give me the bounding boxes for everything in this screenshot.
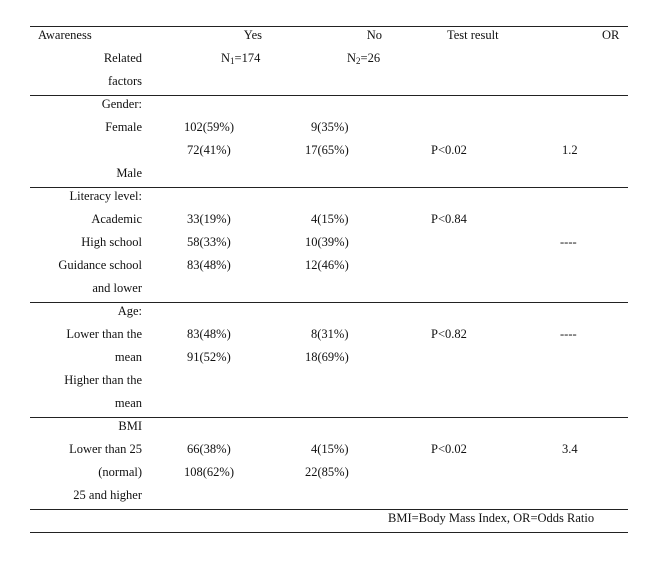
header-no-count: $N_2=26$ bbox=[347, 51, 381, 66]
literacy-academic-yes: 33(19%) bbox=[187, 212, 231, 226]
bmi-normal-label: (normal) bbox=[98, 465, 142, 479]
bmi-higher-no: 22(85%) bbox=[305, 465, 349, 479]
age-higher-label: Higher than the bbox=[64, 373, 142, 387]
gender-or: 1.2 bbox=[562, 143, 578, 157]
gender-female-yes: 102(59%) bbox=[184, 120, 234, 134]
table-footnote: BMI=Body Mass Index, OR=Odds Ratio bbox=[388, 511, 595, 525]
header-factors: factors bbox=[107, 74, 142, 88]
literacy-academic-no: 4(15%) bbox=[311, 212, 349, 226]
age-test-result: P<0.82 bbox=[431, 327, 467, 341]
literacy-guidance-no: 12(46%) bbox=[305, 258, 349, 272]
bmi-or: 3.4 bbox=[562, 442, 578, 456]
table-bottom-rule bbox=[30, 532, 628, 533]
bmi-test-result: P<0.02 bbox=[431, 442, 467, 456]
age-lower-label: Lower than the bbox=[66, 327, 142, 341]
age-lower-yes: 83(48%) bbox=[187, 327, 231, 341]
bmi-lower-label: Lower than 25 bbox=[69, 442, 142, 456]
header-or: OR bbox=[602, 28, 620, 42]
header-awareness: Awareness bbox=[38, 28, 92, 42]
bmi-higher-label: 25 and higher bbox=[73, 488, 142, 502]
header-yes-count: $N_1=174$ bbox=[221, 51, 261, 66]
age-higher-label-cont: mean bbox=[114, 396, 142, 410]
header-related: Related bbox=[103, 51, 142, 65]
literacy-or: ---- bbox=[560, 235, 577, 249]
literacy-guidance-yes: 83(48%) bbox=[187, 258, 231, 272]
gender-female-label: Female bbox=[105, 120, 142, 134]
literacy-guidance-label: Guidance school bbox=[58, 258, 142, 272]
literacy-academic-label: Academic bbox=[91, 212, 142, 226]
literacy-guidance-label-cont: and lower bbox=[92, 281, 142, 295]
bmi-lower-no: 4(15%) bbox=[311, 442, 349, 456]
header-yes: Yes bbox=[243, 28, 262, 42]
bmi-lower-yes: 66(38%) bbox=[187, 442, 231, 456]
literacy-highschool-yes: 58(33%) bbox=[187, 235, 231, 249]
gender-female-no: 9(35%) bbox=[311, 120, 349, 134]
age-higher-no: 18(69%) bbox=[305, 350, 349, 364]
bmi-label: BMI bbox=[118, 419, 142, 433]
table-top-rule bbox=[30, 26, 628, 27]
gender-test-result: P<0.02 bbox=[431, 143, 467, 157]
age-lower-label-cont: mean bbox=[114, 350, 142, 364]
bmi-higher-yes: 108(62%) bbox=[184, 465, 234, 479]
age-higher-yes: 91(52%) bbox=[187, 350, 231, 364]
gender-male-label: Male bbox=[116, 166, 142, 180]
literacy-highschool-no: 10(39%) bbox=[305, 235, 349, 249]
literacy-highschool-label: High school bbox=[81, 235, 142, 249]
age-or: ---- bbox=[560, 327, 577, 341]
literacy-test-result: P<0.84 bbox=[431, 212, 467, 226]
gender-label: Gender: bbox=[101, 97, 142, 111]
literacy-label: Literacy level: bbox=[69, 189, 142, 203]
age-label: Age: bbox=[117, 304, 142, 318]
header-no: No bbox=[366, 28, 382, 42]
gender-male-no: 17(65%) bbox=[305, 143, 349, 157]
age-lower-no: 8(31%) bbox=[311, 327, 349, 341]
gender-male-yes: 72(41%) bbox=[187, 143, 231, 157]
header-test-result: Test result bbox=[447, 28, 499, 42]
